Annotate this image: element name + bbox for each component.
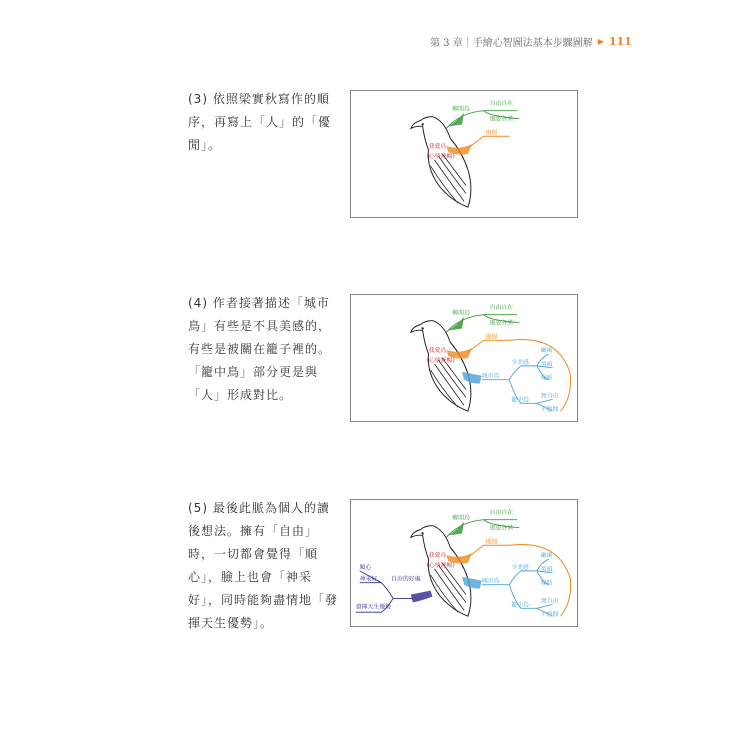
label-blue-sub2-b: 不悠閒: [540, 407, 559, 414]
label-navy-sub3: 發揮天生優勢: [355, 604, 392, 611]
label-green-branch: 鄉間鳥: [452, 106, 470, 113]
label-blue-branch: 城市鳥: [481, 578, 500, 585]
mindmap-figure-step-3: [350, 90, 578, 218]
label-green-sub2: 風姿各異: [489, 320, 514, 327]
step-4-text: (4) 作者接著描述「城市鳥」有些是不具美感的，有些是被關在籠子裡的。「籠中鳥」部分更是與「人」形成對比。: [188, 296, 332, 402]
label-red-center: 我愛鳥: [428, 144, 447, 151]
mindmap-step-3: [351, 91, 577, 217]
step-5-text: (5) 最後此脈為個人的讀後想法。擁有「自由」時，一切都會覺得「順心」，臉上也會「神采好」，同時能夠盡情地「發揮天生優勢」。: [188, 501, 339, 630]
label-navy-sub1: 順心: [359, 564, 372, 571]
mindmap-step-4: [351, 295, 577, 421]
label-blue-sub1-c: 噪聒: [540, 375, 553, 382]
label-green-sub2: 風姿各異: [489, 525, 514, 532]
label-blue-sub1-c: 噪聒: [540, 580, 553, 587]
label-blue-sub1-a: 癩痢: [540, 553, 553, 560]
label-blue-sub2: 籠中鳥: [511, 397, 529, 404]
label-blue-branch: 城市鳥: [481, 373, 500, 380]
step-3-text: (3) 依照梁實秋寫作的順序，再寫上「人」的「優閒」。: [188, 92, 332, 152]
label-red-center2: (心情舒暢): [426, 153, 455, 160]
label-blue-sub2-a: 無自由: [540, 393, 559, 400]
label-red-center: 我愛鳥: [428, 553, 447, 560]
label-green-sub1: 自由自在: [489, 100, 514, 107]
label-blue-sub2: 籠中鳥: [511, 602, 529, 609]
label-red-center2: (心情舒暢): [426, 357, 455, 364]
label-green-sub1: 自由自在: [489, 509, 514, 516]
label-red-center2: (心情舒暢): [426, 562, 455, 569]
mindmap-figure-step-5: [350, 499, 578, 627]
label-red-center: 我愛鳥: [428, 348, 447, 355]
label-blue-sub1-b: 黑頭: [540, 361, 553, 368]
label-green-branch: 鄉間鳥: [452, 310, 470, 317]
label-green-sub2: 風姿各異: [489, 116, 514, 123]
page-number: 111: [608, 34, 632, 48]
label-orange-branch: 優閒: [485, 539, 498, 546]
label-orange-branch: 優閒: [485, 130, 498, 137]
label-blue-sub1-b: 黑頭: [540, 566, 553, 573]
label-green-branch: 鄉間鳥: [452, 515, 470, 522]
label-navy-branch: 自由的好處: [391, 576, 421, 583]
triangle-separator-icon: ▶: [597, 36, 604, 46]
label-navy-sub2: 神采好: [359, 576, 378, 583]
mindmap-step-5: [351, 500, 577, 626]
label-blue-sub2-b: 不悠閒: [540, 612, 559, 619]
label-blue-sub1: 少美感: [511, 359, 529, 366]
mindmap-figure-step-4: [350, 294, 578, 422]
chapter-title: 第 3 章｜手繪心智圖法基本步驟圖解: [430, 37, 593, 49]
label-orange-branch: 優閒: [485, 334, 498, 341]
page-header: [430, 34, 630, 48]
label-blue-sub1: 少美感: [511, 564, 529, 571]
label-blue-sub1-a: 癩痢: [540, 348, 553, 355]
label-blue-sub2-a: 無自由: [540, 598, 559, 605]
label-green-sub1: 自由自在: [489, 304, 514, 311]
